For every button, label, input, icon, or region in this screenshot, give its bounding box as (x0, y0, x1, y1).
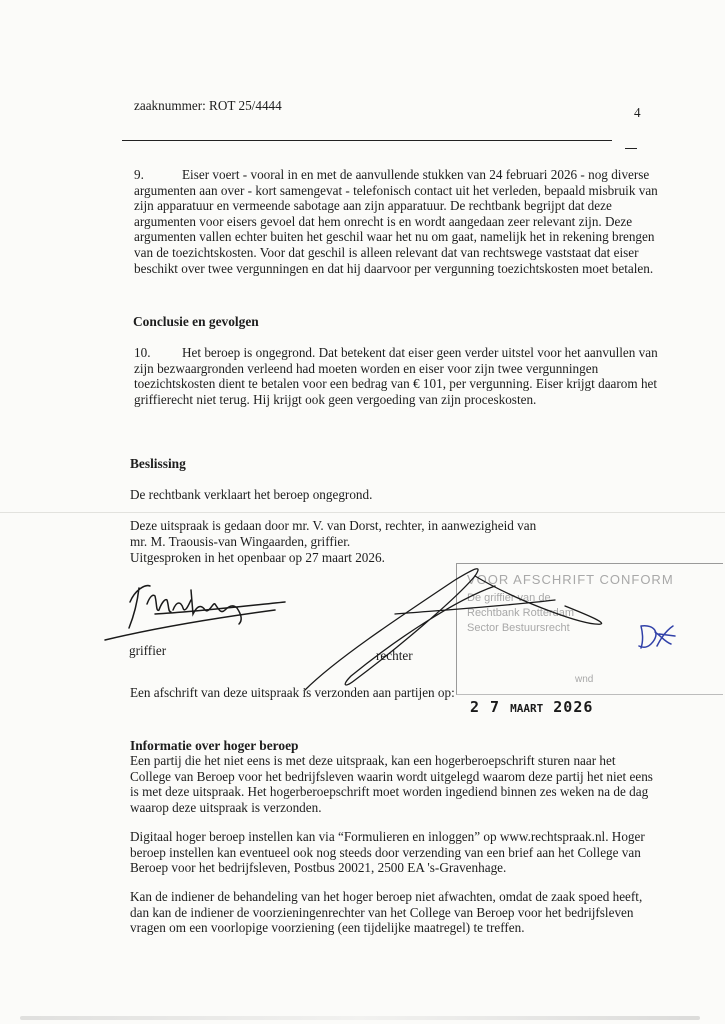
copy-sent-text: Een afschrift van deze uitspraak is verzonden aan partijen op: (130, 685, 455, 700)
stamp-title: VOOR AFSCHRIFT CONFORM (467, 572, 674, 587)
paragraph-9 (134, 167, 660, 276)
page-number: 4 (634, 105, 641, 120)
appeal-paragraph-2: Digitaal hoger beroep instellen kan via “Formulieren en inloggen” op www.rechtspraak.nl. Hoger beroep instellen kan eventueel ook nog steeds door verzending van een brief aan het College van Beroep voor het bedrijfsleven, Postbus 20021, 2500 EA 's-Gravenhage. (130, 829, 645, 876)
stamp-line-2: Rechtbank Rotterdam (467, 607, 574, 619)
pronouncement-line-2: mr. M. Traousis-van Wingaarden, griffier. (130, 534, 351, 549)
paragraph-10 (134, 345, 660, 407)
date-stamp-day: 2 7 (470, 698, 501, 716)
paragraph-number: 9. (134, 167, 144, 182)
stamp-footer: wnd (575, 674, 594, 685)
scan-artifact (20, 1016, 700, 1020)
pronouncement-line-1: Deze uitspraak is gedaan door mr. V. van Dorst, rechter, in aanwezigheid van (130, 518, 537, 533)
initials (639, 626, 675, 648)
clerk-signature (105, 586, 285, 640)
signatures-drawing (95, 560, 725, 700)
header-rule-end (625, 148, 637, 149)
conclusion-heading: Conclusie en gevolgen (133, 314, 259, 329)
pronouncement-line-3: Uitgesproken in het openbaar op 27 maart 2026. (130, 550, 385, 565)
stamp-line-1: De griffier van de (467, 592, 551, 604)
case-number: zaaknummer: ROT 25/4444 (134, 98, 282, 113)
decision-text: De rechtbank verklaart het beroep ongegrond. (130, 487, 373, 502)
judge-label: rechter (376, 648, 413, 663)
date-stamp-year: 2026 (553, 698, 594, 716)
date-stamp-month: MAART (510, 702, 544, 715)
appeal-paragraph-3: Kan de indiener de behandeling van het hoger beroep niet afwachten, omdat de zaak spoed heeft, dan kan de indiener de voorzieningenrechter van het College van Beroep voor het bedrijfsleven vragen om een voorlopige voorziening (een tijdelijke maatregel) te treffen. (130, 889, 643, 936)
judge-signature (305, 569, 602, 690)
paragraph-text: Het beroep is ongegrond. Dat betekent dat eiser geen verder uitstel voor het aanvullen van zijn bezwaargronden verleend had moeten worden en eiser voor zijn twee vergunningen toezichtskosten dient te betalen voor een bedrag van € 101, per vergunning. Eiser krijgt daarom het griffierecht niet terug. Hij krijgt ook geen vergoeding van zijn proceskosten. (134, 345, 658, 407)
header-rule (122, 140, 612, 141)
appeal-heading: Informatie over hoger beroep (130, 738, 299, 753)
decision-heading: Beslissing (130, 456, 186, 471)
fold-line (0, 512, 725, 513)
appeal-paragraph-1: Een partij die het niet eens is met deze uitspraak, kan een hogerberoepschrift sturen naar het College van Beroep voor het bedrijfsleven waarin wordt uitgelegd waarom deze partij het niet eens is met deze uitspraak. Het hogerberoepschrift moet worden ingediend binnen zes weken na de dag waarop deze uitspraak is verzonden. (130, 753, 653, 815)
stamp-line-3: Sector Bestuursrecht (467, 622, 570, 634)
clerk-label: griffier (129, 643, 167, 658)
date-stamp (470, 698, 593, 716)
paragraph-text: Eiser voert - vooral in en met de aanvullende stukken van 24 februari 2026 - nog diverse argumenten aan over - kort samengevat - telefonisch contact uit het verleden, bepaald misbruik van zijn apparatuur en vermeende sabotage aan zijn apparatuur. De rechtbank begrijpt dat deze argumenten voor eisers gevoel dat hem onrecht is en wordt aangedaan zeer relevant zijn. Deze argumenten vallen echter buiten het geschil waar het nu om gaat, namelijk het in rekening brengen van de toezichtskosten. Voor dat geschil is alleen relevant dat van rechtswege vaststaat dat eiser beschikt over twee vergunningen en dat hij daarvoor per vergunning toezichtskosten moet betalen. (134, 167, 658, 276)
paragraph-number: 10. (134, 345, 151, 360)
